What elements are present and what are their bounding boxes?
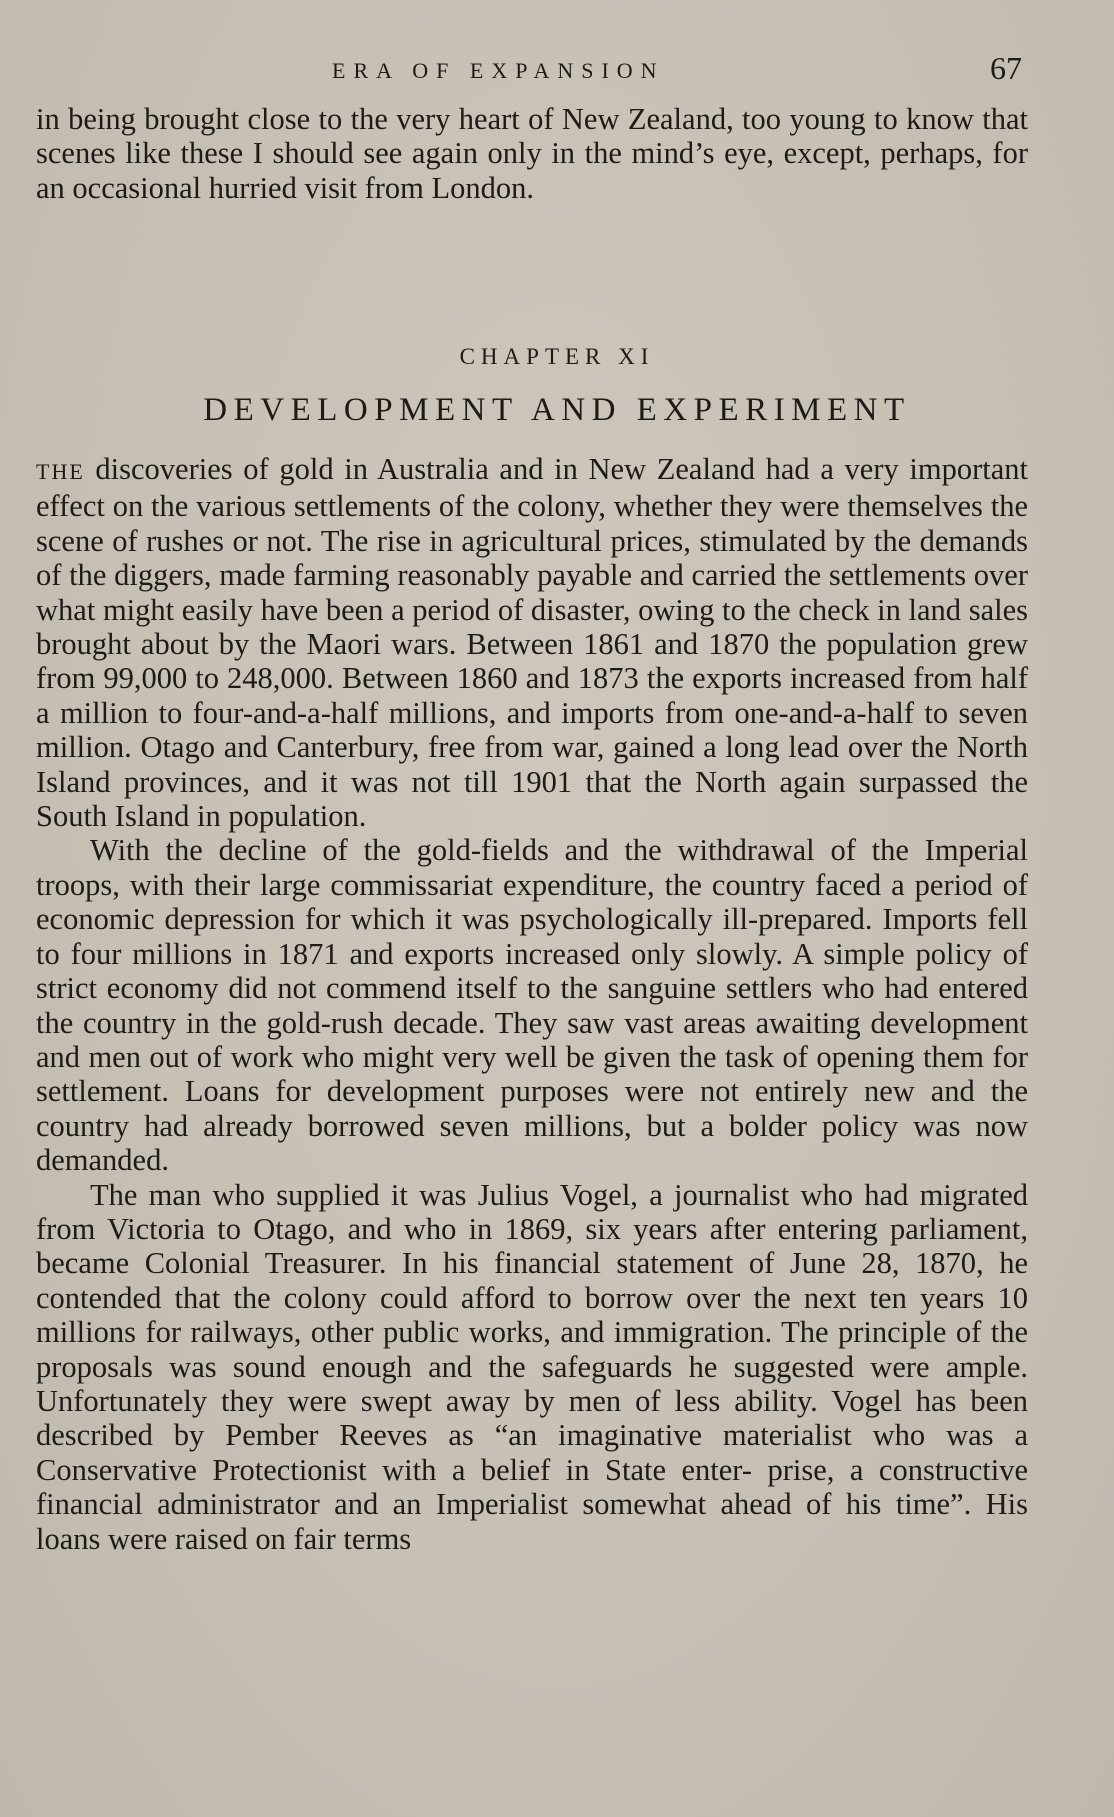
paragraph-text: The man who supplied it was Julius Vogel, a journalist who had migrated from Victoria to Otago, and who in 1869, six years after entering parliament, became Colonial Treasurer. In his financial statement of June 28, 1870, he contended that the colony could afford to borrow over the next ten years 10 millions for railways, other public works, and immigration. The principle of the proposals was sound enough and the safeguards he suggested were ample. Unfortunately they were swept away by men of less ability. Vogel has been described by Pember Reeves as “an imaginative materialist who was a Conservative Protectionist with a belief in State enter- prise, a constructive financial administrator and an Imperialist somewhat ahead of his time”. His loans were raised on fair terms xyxy=(36,1177,1028,1556)
paragraph-text: discoveries of gold in Australia and in New Zealand had a very important effect on the various settlements of the colony, whether they were themselves the scene of rushes or not. The rise in agricultural prices, stimulated by the demands of the diggers, made farming reasonably payable and carried the settlements over what might easily have been a period of disaster, owing to the check in land sales brought about by the Maori wars. Between 1861 and 1870 the population grew from 99,000 to 248,000. Between 1860 and 1873 the exports increased from half a million to four-and-a-half millions, and imports from one-and-a-half to seven million. Otago and Canterbury, free from war, gained a long lead over the North Island provinces, and it was not till 1901 that the North again surpassed the South Island in population. xyxy=(36,452,1028,834)
paragraph-text: With the decline of the gold-fields and the withdrawal of the Imperial troops, with their large commissariat expenditure, the country faced a period of economic depression for which it was psychologically ill-prepared. Imports fell to four millions in 1871 and exports increased only slowly. A simple policy of strict economy did not commend itself to the sanguine settlers who had entered the country in the gold-rush decade. They saw vast areas awaiting development and men out of work who might very well be given the task of opening them for settlement. Loans for development purposes were not entirely new and the country had already borrowed seven millions, but a bolder policy was now demanded. xyxy=(36,833,1028,1178)
running-head xyxy=(0,50,1114,90)
continuation-paragraph xyxy=(36,102,1028,205)
running-title: ERA OF EXPANSION xyxy=(332,58,665,83)
paragraph-1 xyxy=(36,452,1028,833)
paragraph-lead-word: THE xyxy=(36,459,85,484)
chapter-label: CHAPTER XI xyxy=(459,344,655,369)
continuation-text: in being brought close to the very heart of New Zealand, too young to know that scenes like these I should see again only in the mind’s eye, except, perhaps, for an occasional hurried visit from London. xyxy=(36,102,1028,205)
page-number: 67 xyxy=(990,50,1022,86)
chapter-title: DEVELOPMENT AND EXPERIMENT xyxy=(203,392,911,428)
paragraph-2 xyxy=(36,833,1028,1177)
paragraph-3 xyxy=(36,1178,1028,1556)
chapter-body xyxy=(36,452,1028,1556)
